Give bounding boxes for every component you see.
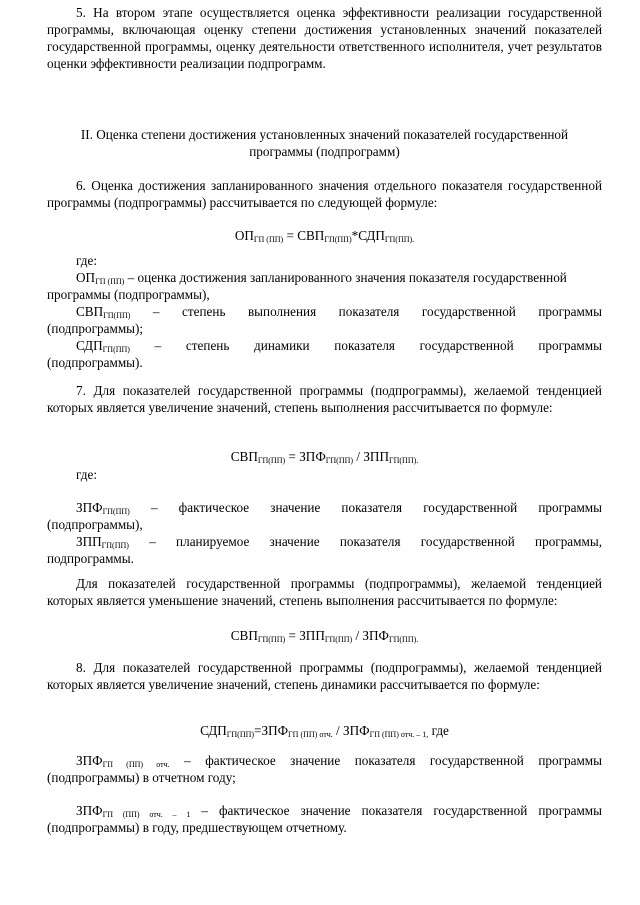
definition-subscript: ГП(ПП) [102,345,130,354]
formula-symbol: СВП [230,449,258,464]
definition-text: – планируемое значение показателя государственной программы, [128,534,602,549]
definition-zpf-report [47,752,602,786]
definition-symbol: СВП [76,304,104,319]
definition-continuation: (подпрограммы) в году, предшествующем отчетному. [47,820,347,835]
formula-operator: = [285,628,300,643]
definition-zpp [47,533,602,550]
formula-subscript: ГП (ПП) отч. [288,730,333,739]
definitions-block-2 [47,499,602,567]
paragraph-5: 5. На втором этапе осуществляется оценка эффективности реализации государственной программы, включающая оценку степени достижения установленных значений показателей государственной программы, оценку деятельности ответственного исполнителя, учет результатов оценки эффективности реализации подпрограмм. [47,5,602,71]
formula-symbol: СВП [297,228,325,243]
definition-continuation: программы (подпрограммы), [47,287,210,302]
definition-text: – оценка достижения запланированного значения показателя государственной [124,270,567,285]
definition-line [47,802,602,819]
formula-subscript: ГП (ПП) отч. – 1, [369,730,429,739]
formula-svp-decrease [47,627,602,644]
definition-continuation: (подпрограммы), [47,517,143,532]
definition-subscript: ГП (ПП) отч. [102,760,170,769]
definition-text: – фактическое значение показателя государственной программы [190,803,603,818]
definition-subscript: ГП(ПП) [103,311,131,320]
formula-subscript: ГП(ПП) [257,456,286,465]
section-title-line2: программы (подпрограмм) [249,144,400,159]
formula-text: где [428,723,449,738]
formula-subscript: ГП(ПП). [384,235,415,244]
paragraph-6: 6. Оценка достижения запланированного значения отдельного показателя государственной программы (подпрограммы) рассчитывается по следующей формуле: [47,178,602,210]
formula-symbol: ОП [234,228,254,243]
definition-sdp [47,337,602,354]
section-title [47,126,602,160]
definitions-block [47,269,602,371]
formula-symbol: ЗПФ [362,628,389,643]
formula-operator: * [351,228,359,243]
formula-subscript: ГП(ПП) [226,730,255,739]
definition-continuation: (подпрограммы) в отчетном году; [47,770,236,785]
section-title-line1: II. Оценка степени достижения установленных значений показателей государственной [80,127,569,142]
definition-line [47,752,602,769]
formula-subscript: ГП (ПП) [253,235,284,244]
paragraph-decrease: Для показателей государственной программы (подпрограммы), желаемой тенденцией которых является уменьшение значений, степень выполнения рассчитывается по формуле: [47,576,602,608]
definition-zpf [47,499,602,516]
formula-operator: / [353,449,364,464]
formula-symbol: СДП [358,228,385,243]
definition-continuation: (подпрограммы). [47,355,143,370]
definition-zpf-prev [47,802,602,836]
definition-subscript: ГП(ПП) [102,507,130,516]
definition-text: – фактическое значение показателя государственной [129,500,518,515]
formula-operator: = [254,723,262,738]
formula-svp-increase [47,448,602,465]
formula-subscript: ГП(ПП) [324,635,353,644]
definition-subscript: ГП(ПП) [101,541,129,550]
definition-subscript: ГП (ПП) [95,277,125,286]
definition-text: программы [538,500,602,515]
formula-symbol: ЗПП [299,628,325,643]
formula-symbol: ЗПП [363,449,389,464]
definition-text: – степень динамики показателя государственной программы [129,338,602,353]
definition-symbol: ЗПФ [76,500,103,515]
where-label: где: [76,253,97,268]
formula-subscript: ГП(ПП) [325,456,354,465]
formula-operator: / [352,628,363,643]
definition-op [47,269,602,286]
definition-continuation: подпрограммы. [47,551,134,566]
formula-sdp [47,722,602,739]
definition-symbol: ОП [76,270,96,285]
definition-continuation: (подпрограммы); [47,321,144,336]
definition-subscript: ГП (ПП) отч. – 1 [102,810,191,819]
paragraph-7: 7. Для показателей государственной программы (подпрограммы), желаемой тенденцией которых является увеличение значений, степень выполнения рассчитывается по формуле: [47,383,602,415]
formula-symbol: СДП [200,723,227,738]
formula-operator: = [283,228,298,243]
formula-operator: / [332,723,344,738]
definition-symbol: ЗПФ [76,753,103,768]
formula-symbol: ЗПФ [261,723,289,738]
formula-operator: = [285,449,300,464]
formula-symbol: ЗПФ [343,723,370,738]
definition-symbol: ЗПП [76,534,102,549]
formula-op [47,227,602,244]
where-label: где: [76,467,97,482]
formula-subscript: ГП(ПП). [388,456,419,465]
formula-subscript: ГП(ПП) [324,235,352,244]
definition-symbol: СДП [76,338,103,353]
definition-symbol: ЗПФ [76,803,103,818]
formula-symbol: ЗПФ [299,449,326,464]
formula-subscript: ГП(ПП) [257,635,286,644]
definition-svp [47,303,602,320]
definition-text: – степень выполнения показателя государственной программы [130,304,602,319]
definition-text: – фактическое значение показателя государственной программы [169,753,602,768]
formula-subscript: ГП(ПП). [388,635,419,644]
paragraph-8: 8. Для показателей государственной программы (подпрограммы), желаемой тенденцией которых является увеличение значений, степень динамики рассчитывается по формуле: [47,660,602,692]
formula-symbol: СВП [230,628,258,643]
